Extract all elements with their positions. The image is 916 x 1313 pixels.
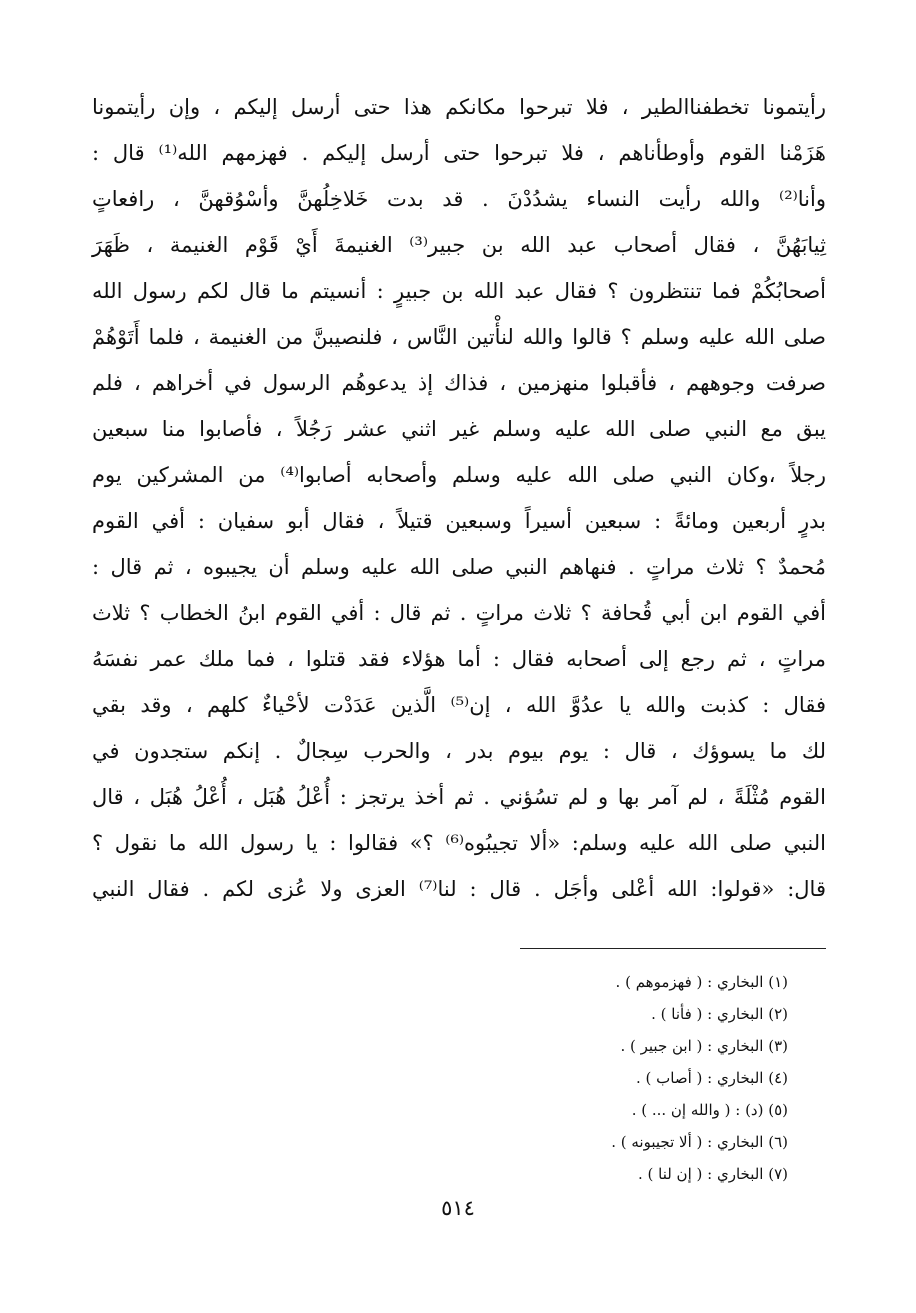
- footnote: (٥) (د) : ( والله إن ... ) .: [631, 1101, 788, 1119]
- text-line: وأنا⁽²⁾ والله رأيت النساء يشدُدْنَ . قد بدت خَلاخِلُهنَّ وأسْوُقهنَّ ، رافعاتٍ: [92, 187, 826, 211]
- text-line: صلى الله عليه وسلم ؟ قالوا والله لنأْتين النَّاس ، فلنصيبنَّ من الغنيمة ، فلما أَتَوْهُمْ: [92, 325, 826, 349]
- footnote: (٢) البخاري : ( فأنا ) .: [651, 1005, 788, 1023]
- text-line: أفي القوم ابن أبي قُحافة ؟ ثلاث مراتٍ . ثم قال : أفي القوم ابنُ الخطاب ؟ ثلاث: [92, 601, 826, 625]
- text-line: فقال : كذبت والله يا عدُوَّ الله ، إن⁽⁵⁾ الَّذين عَدَدْت لأحْياءٌ كلهم ، وقد بقي: [92, 693, 826, 717]
- text-line: يبق مع النبي صلى الله عليه وسلم غير اثني عشر رَجُلاً ، فأصابوا منا سبعين: [92, 417, 826, 441]
- footnote: (٧) البخاري : ( إن لنا ) .: [637, 1165, 788, 1183]
- text-line: أصحابُكُمْ فما تنتظرون ؟ فقال عبد الله بن جبيرٍ : أنسيتم ما قال لكم رسول الله: [92, 279, 826, 303]
- footnote: (٦) البخاري : ( ألا تجيبونه ) .: [611, 1133, 788, 1151]
- text-line: النبي صلى الله عليه وسلم: «ألا تجيبُوه⁽⁶⁾ ؟» فقالوا : يا رسول الله ما نقول ؟: [92, 831, 827, 855]
- footnote: (٤) البخاري : ( أصاب ) .: [635, 1069, 788, 1087]
- text-line: مراتٍ ، ثم رجع إلى أصحابه فقال : أما هؤلاء فقد قتلوا ، فما ملك عمر نفسَهُ: [92, 647, 826, 671]
- text-line: رجلاً ،وكان النبي صلى الله عليه وسلم وأصحابه أصابوا⁽⁴⁾ من المشركين يوم: [92, 463, 826, 487]
- text-line: القوم مُثْلَةً ، لم آمر بها و لم تسُؤني . ثم أخذ يرتجز : أُعْلُ هُبَل ، أُعْلُ هُبَل ، قال: [92, 785, 826, 809]
- footnote-divider: [520, 948, 826, 949]
- text-line: لك ما يسوؤك ، قال : يوم بيوم بدر ، والحرب سِجالٌ . إنكم ستجدون في: [92, 739, 826, 763]
- text-line: رأيتمونا تخطفناالطير ، فلا تبرحوا مكانكم هذا حتى أرسل إليكم ، وإن رأيتمونا: [92, 95, 826, 119]
- main-text: [92, 84, 826, 912]
- text-line: مُحمدٌ ؟ ثلاث مراتٍ . فنهاهم النبي صلى الله عليه وسلم أن يجيبوه ، ثم قال :: [92, 555, 826, 579]
- text-line: هَزَمْنا القوم وأوطأناهم ، فلا تبرحوا حتى أرسل إليكم . فهزمهم الله⁽¹⁾ قال :: [92, 141, 827, 165]
- footnote: (٣) البخاري : ( ابن جبير ) .: [620, 1037, 788, 1055]
- text-line: صرفت وجوههم ، فأقبلوا منهزمين ، فذاك إذ يدعوهُم الرسول في أخراهم ، فلم: [92, 371, 826, 395]
- text-line: بدرٍ أربعين ومائةً : سبعين أسيراً وسبعين قتيلاً ، فقال أبو سفيان : أفي القوم: [92, 509, 826, 533]
- footnotes: [400, 966, 788, 1190]
- text-line: ثِيابَهُنَّ ، فقال أصحاب عبد الله بن جبير⁽³⁾ الغنيمةَ أَيْ قَوْم الغنيمة ، ظَهَرَ: [92, 233, 826, 257]
- page-number: ٥١٤: [441, 1196, 475, 1220]
- footnote: (١) البخاري : ( فهزموهم ) .: [615, 973, 788, 991]
- text-line: قال: «قولوا: الله أعْلى وأجَل . قال : لنا⁽⁷⁾ العزى ولا عُزى لكم . فقال النبي: [92, 877, 826, 901]
